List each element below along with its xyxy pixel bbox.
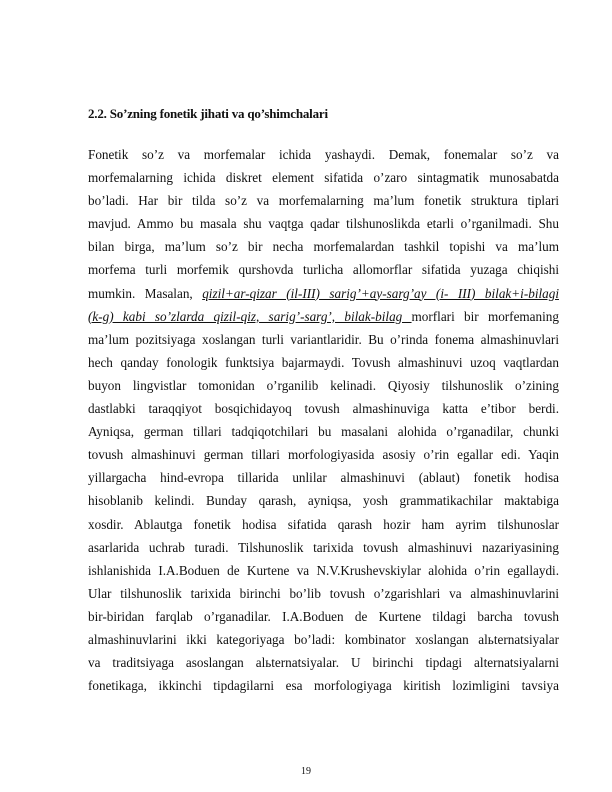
text-segment: asarlarida uchrab turadi. Tilshunoslik tarixida tovush almashinuvi nazariyasining (88, 539, 559, 555)
text-line (88, 513, 559, 536)
example-text: qizil+ar-qizar (il-III) sarig’+ay-sarg’ay (i- III) bilak+i-bilagi (202, 285, 559, 301)
text-line (88, 397, 559, 420)
text-segment: bilan birga, ma’lum so’z bir necha morfemalardan tashkil topishi va ma’lum (88, 239, 559, 255)
text-segment: xosdir. Ablautga fonetik hodisa sifatida qarash hozir ham ayrim tilshunoslar (88, 516, 559, 532)
text-segment: yillargacha hind-evropa tillarida unlilar almashinuvi (ablaut) fonetik hodisa (88, 470, 559, 486)
text-line (88, 489, 559, 512)
text-line (88, 559, 559, 582)
text-segment: hech qanday fonologik funktsiya bajarmaydi. Tovush almashinuvi uzoq vaqtlardan (88, 354, 559, 370)
text-line (88, 582, 559, 605)
text-line (88, 651, 559, 674)
text-segment: Fonetik so’z va morfemalar ichida yashaydi. Demak, fonemalar so’z va (88, 147, 559, 162)
text-segment: mumkin. Masalan, (88, 285, 203, 301)
text-line (88, 282, 559, 305)
text-line (88, 674, 559, 697)
text-segment: hisoblanib kelindi. Bunday qarash, ayniqsa, yosh grammatikachilar maktabiga (88, 493, 559, 509)
text-line (88, 443, 559, 466)
page-number: 19 (301, 766, 311, 777)
text-segment: mavjud. Ammo bu masala shu vaqtga qadar tilshunoslikda etarli o’rganilmadi. Shu (88, 216, 559, 232)
text-line (88, 536, 559, 559)
text-line (88, 212, 559, 235)
text-line (88, 143, 559, 166)
text-line (88, 235, 559, 258)
text-segment: fonetikaga, ikkinchi tipdagilarni esa morfologiyaga kiritish lozimligini tavsiya (88, 678, 559, 694)
text-segment: dastlabki taraqqiyot bosqichidayoq tovush almashinuviga katta e’tibor berdi. (88, 401, 559, 417)
text-segment: ma’lum pozitsiyaga xoslangan turli variantlaridir. Bu o’rinda fonema almashinuvlari (88, 331, 559, 347)
text-segment: morfemalarning ichida diskret element sifatida o’zaro sintagmatik munosabatda (88, 170, 559, 186)
text-line (88, 351, 559, 374)
text-segment: ishlanishida I.A.Boduen de Kurtene va N.V.Krushevskiylar alohida o’rin egallaydi. (88, 562, 559, 578)
text-line (88, 374, 559, 397)
text-line (88, 305, 559, 328)
text-segment: tovush almashinuvi german tillari morfologiyasida asosiy o’rin egallar edi. Yaqin (88, 447, 559, 463)
body-paragraph (88, 143, 559, 697)
text-line (88, 605, 559, 628)
text-segment: morflari bir morfemaning (411, 308, 559, 324)
text-segment: almashinuvlarini ikki kategoriyaga bo’ladi: kombinator xoslangan alьternatsiyalar (88, 631, 559, 647)
text-line (88, 466, 559, 489)
text-segment: bo’ladi. Har bir tilda so’z va morfemalarning ma’lum fonetik struktura tiplari (88, 193, 559, 209)
text-segment: morfema turli morfemik qurshovda turlicha allomorflar sifatida yuzaga chiqishi (88, 262, 559, 278)
text-segment: bir-biridan farqlab o’rganadilar. I.A.Boduen de Kurtene tildagi barcha tovush (88, 608, 559, 624)
text-line (88, 328, 559, 351)
text-segment: Ular tilshunoslik tarixida birinchi bo’lib tovush o’zgarishlari va almashinuvlarini (88, 585, 559, 601)
text-segment: va traditsiyaga asoslangan alьternatsiyalar. U birinchi tipdagi alternatsiyalarni (88, 655, 559, 671)
text-line (88, 258, 559, 281)
text-line (88, 628, 559, 651)
text-line (88, 189, 559, 212)
text-segment: Ayniqsa, german tillari tadqiqotchilari bu masalani alohida o’rganadilar, chunki (88, 424, 559, 440)
example-text: (k-g) kabi so’zlarda qizil-qiz, sarig’-sarg’, bilak-bilag (88, 308, 412, 324)
text-line (88, 420, 559, 443)
text-line (88, 166, 559, 189)
text-segment: buyon lingvistlar tomonidan o’rganilib kelinadi. Qiyosiy tilshunoslik o’zining (88, 377, 559, 393)
section-heading: 2.2. So’zning fonetik jihati va qo’shimchalari (88, 106, 328, 121)
